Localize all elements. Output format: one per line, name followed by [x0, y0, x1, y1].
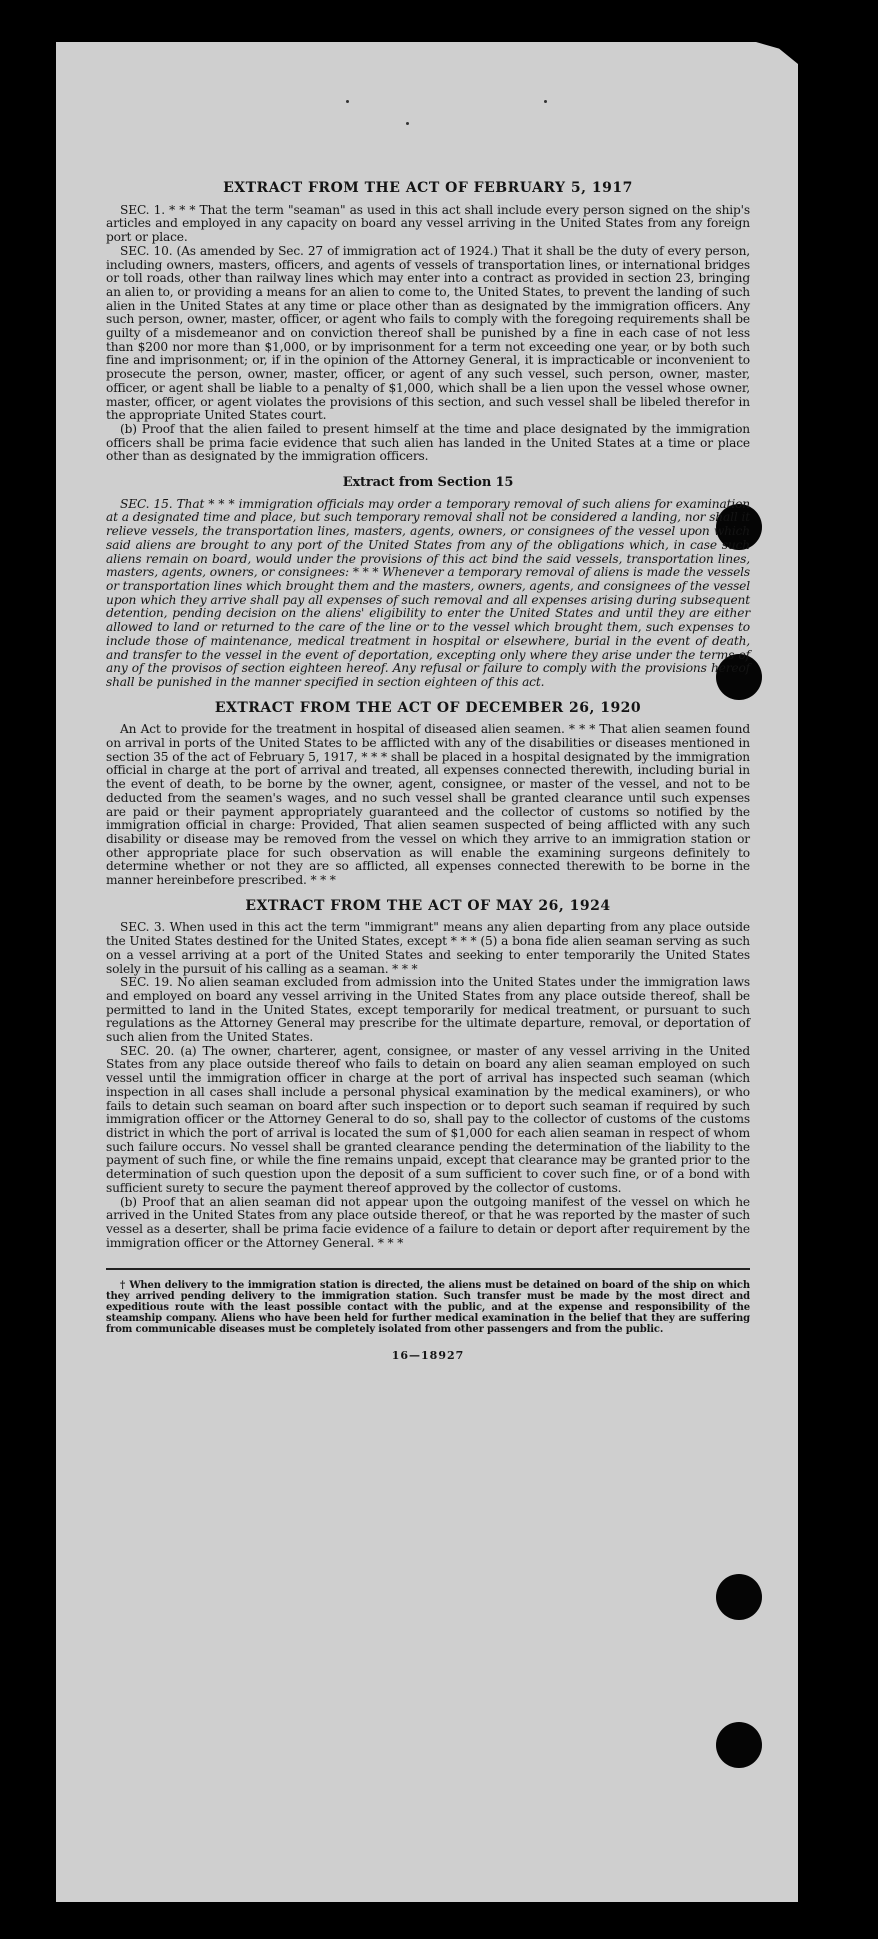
- form-number: 16—18927: [391, 1349, 465, 1363]
- sec-15-paragraph: SEC. 15. That * * * immigration officials may order a temporary removal of such aliens for examination at a designated time and place, but such temporary removal shall not be considered a landing, nor shall it relieve vessels, the transportation lines, masters, agents, owners, or consignees of the vessel upon which said aliens are brought to any port of the United States from any of the obligations which, in case such aliens remain on board, would under the provisions of this act bind the said vessels, transportation lines, masters, agents, owners, or consignees: * * * Whenever a temporary removal of aliens is made the vessels or transportation lines which brought them and the masters, owners, agents, and consignees of the vessel upon which they arrive shall pay all expenses of such removal and all expenses arising during subsequent detention, pending decision on the aliens' eligibility to enter the United States and until they are either allowed to land or returned to the care of the line or to the vessel which brought them, such expenses to include those of maintenance, medical treatment in hospital or elsewhere, burial in the event of death, and transfer to the vessel in the event of deportation, excepting only where they arise under the terms of any of the provisos of section eighteen hereof. Any refusal or failure to comply with the provisions hereof shall be punished in the manner specified in section eighteen of this act.: [106, 496, 750, 689]
- act-1917-heading: EXTRACT FROM THE ACT OF FEBRUARY 5, 1917: [223, 180, 633, 196]
- act-1920-paragraph: An Act to provide for the treatment in hospital of diseased alien seamen. * * * That alien seamen found on arrival in ports of the United States to be afflicted with any of the disabilities or diseases mentioned in section 35 of the act of February 5, 1917, * * * shall be placed in a hospital designated by the immigration official in charge at the port of arrival and treated, all expenses connected therewith, including burial in the event of death, to be borne by the owner, agent, consignee, or master of the vessel, and not to be deducted from the seamen's wages, and no such vessel shall be granted clearance until such expenses are paid or their payment appropriately guaranteed and the collector of customs so notified by the immigration official in charge: Provided, That alien seamen suspected of being afflicted with any such disability or disease may be removed from the vessel on which they arrive to an immigration station or other appropriate place for such observation as will enable the examining surgeons definitely to determine whether or not they are so afflicted, all expenses connected therewith to be borne in the manner hereinbefore prescribed. * * *: [106, 722, 750, 888]
- act-1924-section: [106, 897, 750, 1251]
- footnote-divider: [106, 1268, 750, 1270]
- act-1920-section: [106, 699, 750, 888]
- sec-1-paragraph: SEC. 1. * * * That the term "seaman" as used in this act shall include every person signed on the ship's articles and employed in any capacity on board any vessel arriving in the United States from any foreign port or place.: [106, 202, 750, 245]
- document-content: [106, 182, 750, 1363]
- punch-hole: [716, 1722, 762, 1768]
- paper-speck: [544, 100, 547, 103]
- paper-speck: [346, 100, 349, 103]
- sec-20b-paragraph: (b) Proof that an alien seaman did not appear upon the outgoing manifest of the vessel on which he arrived in the United States from any place outside thereof, or that he was reported by the master of such vessel as a deserter, shall be prima facie evidence of a failure to detain or deport after requirement by the immigration officer or the Attorney General. * * *: [106, 1194, 750, 1250]
- act-1924-heading: EXTRACT FROM THE ACT OF MAY 26, 1924: [245, 897, 611, 914]
- sec-19-paragraph: SEC. 19. No alien seaman excluded from admission into the United States under the immigration laws and employed on board any vessel arriving in the United States from any place outside thereof, shall be permitted to land in the United States, except temporarily for medical treatment, or pursuant to such regulations as the Attorney General may prescribe for the ultimate departure, removal, or deportation of such alien from the United States.: [106, 975, 750, 1045]
- document-page: [56, 42, 798, 1902]
- act-1917-section: [106, 182, 750, 464]
- punch-hole: [716, 1574, 762, 1620]
- sec-10b-paragraph: (b) Proof that the alien failed to present himself at the time and place designated by the immigration officers shall be prima facie evidence that such alien has landed in the United States at a time or place other than as designated by the immigration officers.: [106, 421, 750, 464]
- sec-3-paragraph: SEC. 3. When used in this act the term "immigrant" means any alien departing from any place outside the United States destined for the United States, except * * * (5) a bona fide alien seaman serving as such on a vessel arriving at a port of the United States and seeking to enter temporarily the United States solely in the pursuit of his calling as a seaman. * * *: [106, 920, 750, 976]
- section-15-heading: Extract from Section 15: [342, 475, 514, 491]
- folded-corner: [756, 42, 798, 64]
- act-1920-heading: EXTRACT FROM THE ACT OF DECEMBER 26, 1920: [214, 699, 642, 716]
- paper-speck: [406, 122, 409, 125]
- sec-20a-paragraph: SEC. 20. (a) The owner, charterer, agent, consignee, or master of any vessel arriving in the United States from any place outside thereof who fails to detain on board any alien seaman employed on such vessel until the immigration officer in charge at the port of arrival has inspected such seaman (which inspection in all cases shall include a personal physical examination by the medical examiners), or who fails to detain such seaman on board after such inspection or to deport such seaman if required by such immigration officer or the Attorney General to do so, shall pay to the collector of customs of the customs district in which the port of arrival is located the sum of $1,000 for each alien seaman in respect of whom such failure occurs. No vessel shall be granted clearance pending the determination of the liability to the payment of such fine, or while the fine remains unpaid, except that clearance may be granted prior to the determination of such question upon the deposit of a sum sufficient to cover such fine, or of a bond with sufficient surety to secure the payment thereof approved by the collector of customs.: [106, 1043, 750, 1195]
- footnote-text: † When delivery to the immigration station is directed, the aliens must be detained on board of the ship on which they arrived pending delivery to the immigration station. Such transfer must be made by the most direct and expeditious route with the least possible contact with the public, and at the expense and responsibility of the steamship company. Aliens who have been held for further medical examination in the belief that they are suffering from communicable diseases must be completely isolated from other passengers and from the public.: [106, 1280, 750, 1336]
- footnote: [106, 1280, 750, 1335]
- sec-10-paragraph: SEC. 10. (As amended by Sec. 27 of immigration act of 1924.) That it shall be the duty of every person, including owners, masters, officers, and agents of vessels of transportation lines, or international bridges or toll roads, other than railway lines which may enter into a contract as provided in section 23, bringing an alien to, or providing a means for an alien to come to, the United States, to prevent the landing of such alien in the United States at any time or place other than as designated by the immigration officers. Any such person, owner, master, officer, or agent who fails to comply with the foregoing requirements shall be guilty of a misdemeanor and on conviction thereof shall be punished by a fine in each case of not less than $200 nor more than $1,000, or by imprisonment for a term not exceeding one year, or by both such fine and imprisonment; or, if in the opinion of the Attorney General, it is impracticable or inconvenient to prosecute the person, owner, master, officer, or agent of any such vessel, such person, owner, master, officer, or agent shall be liable to a penalty of $1,000, which shall be a lien upon the vessel whose owner, master, officer, or agent violates the provisions of this section, and such vessel shall be libeled therefor in the appropriate United States court.: [106, 243, 750, 423]
- section-15-extract: [106, 476, 750, 690]
